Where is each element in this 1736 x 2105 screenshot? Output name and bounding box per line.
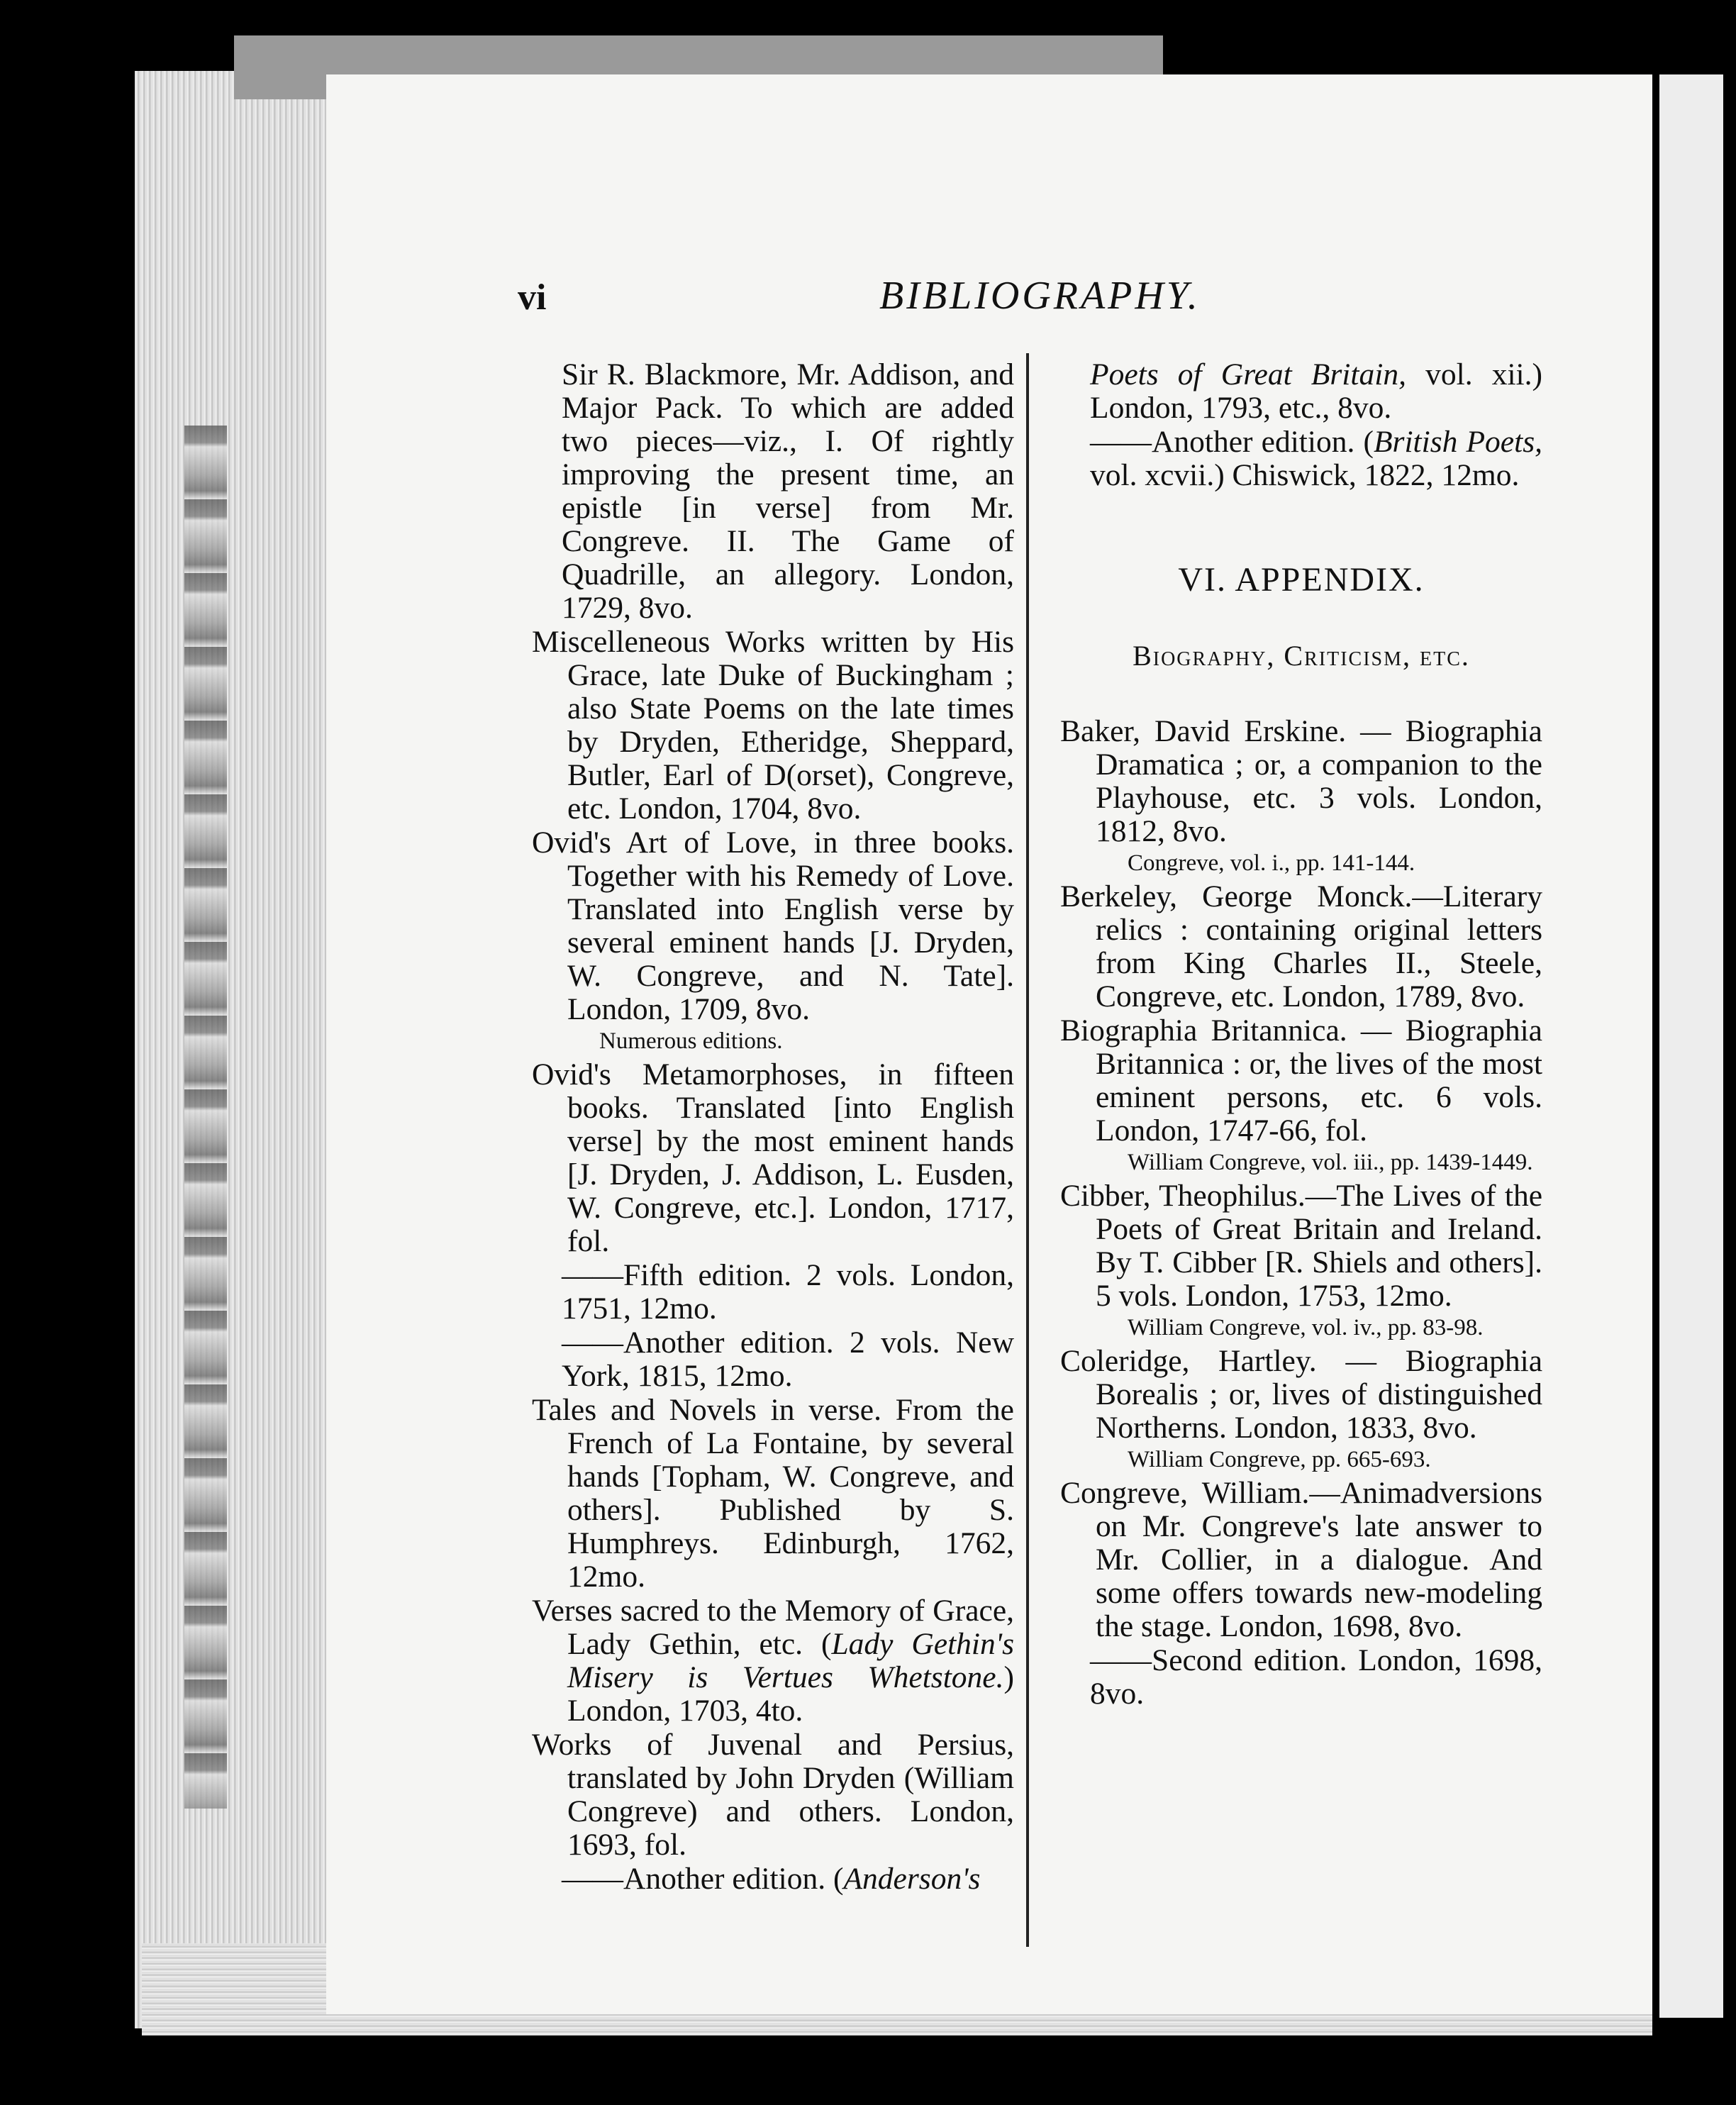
bibliography-entry — [532, 1728, 1014, 1862]
entry-text: Ovid's Metamorphoses, in fifteen books. Translated [into English verse] by the most eminent hands [J. Dryden, J. Addison, L. Eusden, W. Congreve, etc.]. London, 1717, fol. — [532, 1057, 1014, 1258]
bibliography-entry — [1060, 880, 1542, 1013]
bibliography-entry — [1060, 1179, 1542, 1313]
page-title: BIBLIOGRAPHY. — [879, 274, 1201, 318]
appendix-heading: VI. APPENDIX. — [1178, 561, 1425, 599]
entry-text: Congreve, William.—Animadversions on Mr. Congreve's late answer to Mr. Collier, in a dialogue. And some offers towards new-modeling the stage. London, 1698, 8vo. — [1060, 1476, 1542, 1643]
bibliography-entry — [1060, 1014, 1542, 1148]
bibliography-entry — [1060, 1345, 1542, 1445]
entry-text: Congreve, vol. i., pp. 141-144. — [1128, 850, 1415, 876]
bibliography-sub — [1060, 1644, 1542, 1711]
entry-text: Ovid's Art of Love, in three books. Together with his Remedy of Love. Translated into English verse by several eminent hands [J. Dryden, W. Congreve, and N. Tate]. London, 1709, 8vo. — [532, 826, 1014, 1026]
bibliography-entry — [532, 1058, 1014, 1258]
bibliography-sub — [1060, 426, 1542, 492]
entry-text: William Congreve, vol. iii., pp. 1439-1449. — [1128, 1150, 1533, 1175]
italic-title-text: Anderson's — [843, 1862, 981, 1896]
bibliography-sub — [532, 1259, 1014, 1326]
entry-text: Berkeley, George Monck.—Literary relics : containing original letters from King Charles II., Steele, Congreve, etc. London, 1789, 8vo. — [1060, 879, 1542, 1013]
bibliography-entry — [532, 826, 1014, 1026]
right-column-continued-entries — [1060, 358, 1542, 492]
running-head — [326, 273, 1652, 330]
entry-text: William Congreve, pp. 665-693. — [1128, 1447, 1431, 1472]
bibliography-entry — [532, 1394, 1014, 1594]
bibliography-note — [1060, 1148, 1542, 1177]
entry-text: ——Another edition. ( — [562, 1862, 844, 1896]
bibliography-note — [1060, 1313, 1542, 1342]
bibliography-note — [1060, 1445, 1542, 1474]
bibliography-sub — [532, 1326, 1014, 1393]
entry-text: ——Another edition. 2 vols. New York, 1815, 12mo. — [562, 1326, 1014, 1393]
italic-title-text: Lady Gethin's Misery is Vertues Whetstone. — [567, 1627, 1014, 1694]
appendix-entries — [1060, 715, 1542, 1711]
entry-text: vol. xcvii.) Chiswick, 1822, 12mo. — [1090, 458, 1520, 492]
entry-text: Numerous editions. — [599, 1028, 783, 1054]
entry-text: Biographia Britannica. — Biographia Britannica : or, the lives of the most eminent persons, etc. 6 vols. London, 1747-66, fol. — [1060, 1013, 1542, 1148]
italic-title-text: British Poets, — [1373, 425, 1542, 459]
left-column — [532, 358, 1014, 1896]
entry-text: Sir R. Blackmore, Mr. Addison, and Major Pack. To which are added two pieces—viz., I. Of rightly improving the present time, an epistle [in verse] from Mr. Congreve. II. The Game of Quadrille, an allegory. London, 1729, 8vo. — [562, 357, 1014, 625]
entry-text: Miscelleneous Works written by His Grace, late Duke of Buckingham ; also State Poems on the late times by Dryden, Etheridge, Sheppard, Butler, Earl of D(orset), Congreve, etc. London, 1704, 8vo. — [532, 625, 1014, 826]
entry-text: Cibber, Theophilus.—The Lives of the Poets of Great Britain and Ireland. By T. Cibber [R. Shiels and others]. 5 vols. London, 1753, 12mo. — [1060, 1179, 1542, 1313]
entry-text: ——Second edition. London, 1698, 8vo. — [1090, 1643, 1542, 1711]
bibliography-sub — [532, 1862, 1014, 1896]
entry-text: William Congreve, vol. iv., pp. 83-98. — [1128, 1315, 1484, 1340]
entry-text: Verses sacred to the Memory of Grace, Lady Gethin, etc. ( — [532, 1594, 1014, 1661]
page-number: vi — [518, 277, 547, 318]
bibliography-cont — [1060, 358, 1542, 425]
appendix-subheading: Biography, Criticism, etc. — [1133, 640, 1470, 672]
book-page — [326, 74, 1652, 2014]
bibliography-cont — [532, 358, 1014, 625]
entry-text: Baker, David Erskine. — Biographia Dramatica ; or, a companion to the Playhouse, etc. 3 vols. London, 1812, 8vo. — [1060, 714, 1542, 848]
column-divider — [1026, 353, 1029, 1947]
entry-text: Works of Juvenal and Persius, translated by John Dryden (William Congreve) and others. London, 1693, fol. — [532, 1728, 1014, 1862]
bibliography-entry — [532, 1594, 1014, 1728]
bibliography-entry — [532, 626, 1014, 826]
entry-text: ——Another edition. ( — [1090, 425, 1374, 459]
facing-page — [1659, 74, 1723, 2018]
italic-title-text: Poets of Great Britain, — [1090, 357, 1406, 391]
entry-text: vol. xii.) London, 1793, etc., 8vo. — [1090, 357, 1543, 425]
spine-label — [184, 426, 227, 1809]
bibliography-note — [532, 1027, 1014, 1055]
bibliography-entry — [1060, 1477, 1542, 1643]
entry-text: Tales and Novels in verse. From the French of La Fontaine, by several hands [Topham, W. Congreve, and others]. Published by S. Humphreys. Edinburgh, 1762, 12mo. — [532, 1393, 1014, 1594]
right-column — [1060, 358, 1542, 1711]
book-page-edges — [135, 71, 340, 2028]
bibliography-note — [1060, 849, 1542, 877]
entry-text: Coleridge, Hartley. — Biographia Borealis ; or, lives of distinguished Northerns. London, 1833, 8vo. — [1060, 1344, 1542, 1445]
entry-text: ) London, 1703, 4to. — [567, 1660, 1014, 1728]
bibliography-entry — [1060, 715, 1542, 848]
entry-text: ——Fifth edition. 2 vols. London, 1751, 12mo. — [562, 1258, 1014, 1326]
